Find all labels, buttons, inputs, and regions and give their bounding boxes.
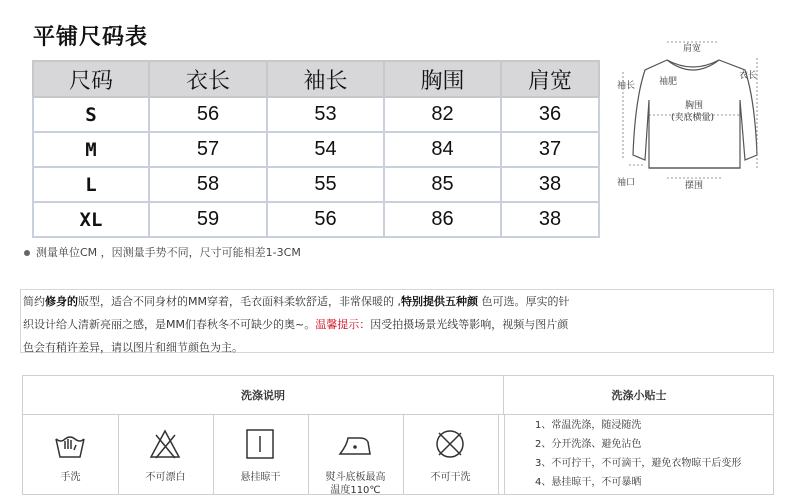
length-cell: 59 bbox=[149, 202, 267, 237]
shoulder-cell: 38 bbox=[501, 167, 599, 202]
desc-text: 色可选。厚实的针 bbox=[477, 295, 570, 308]
sweater-diagram bbox=[605, 30, 785, 200]
size-cell: S bbox=[33, 97, 149, 132]
chest-cell: 85 bbox=[384, 167, 501, 202]
diagram-label-chest: 胸围 bbox=[685, 101, 704, 111]
description-line-1 bbox=[21, 290, 773, 313]
desc-text: 简约 bbox=[23, 295, 45, 308]
header-shoulder: 肩宽 bbox=[501, 61, 599, 97]
iron-icon bbox=[338, 427, 372, 461]
size-cell: M bbox=[33, 132, 149, 167]
chest-cell: 84 bbox=[384, 132, 501, 167]
size-table-header bbox=[33, 61, 599, 97]
size-cell: L bbox=[33, 167, 149, 202]
diagram-label-chest-note: (夹底横量) bbox=[671, 113, 715, 123]
length-cell: 56 bbox=[149, 97, 267, 132]
header-size: 尺码 bbox=[33, 61, 149, 97]
size-table bbox=[32, 60, 600, 238]
bullet-icon bbox=[24, 250, 30, 256]
header-chest: 胸围 bbox=[384, 61, 501, 97]
diagram-label-hem: 摆围 bbox=[685, 181, 704, 191]
measurement-note bbox=[24, 244, 301, 260]
wash-tips-heading: 洗涤小贴士 bbox=[503, 376, 774, 415]
measurement-note-text: 测量单位CM ，因测量手势不同，尺寸可能相差1-3CM bbox=[36, 246, 301, 259]
hand-wash-label: 手洗 bbox=[60, 472, 81, 483]
desc-text: 织设计给人清新亮丽之感，是MM们春秋冬不可缺少的奥~。 bbox=[23, 318, 316, 331]
diagram-label-shoulder: 肩宽 bbox=[683, 44, 702, 54]
table-row bbox=[33, 97, 599, 132]
wash-tip: 3、不可拧干，不可滴干，避免衣物晾干后变形 bbox=[535, 458, 742, 469]
no-bleach-label: 不可漂白 bbox=[145, 472, 186, 483]
header-sleeve: 袖长 bbox=[267, 61, 384, 97]
wash-item-hand-wash bbox=[23, 415, 119, 494]
product-description bbox=[20, 289, 774, 353]
desc-text: 因受拍摄场景光线等影响，视频与图片颜 bbox=[370, 318, 569, 331]
hang-dry-label: 悬挂晾干 bbox=[240, 472, 281, 483]
table-row bbox=[33, 202, 599, 237]
no-bleach-icon bbox=[148, 427, 182, 461]
wash-item-iron bbox=[308, 415, 404, 494]
desc-text: 版型，适合不同身材的MM穿着，毛衣面料柔软舒适，非常保暖的 , bbox=[78, 295, 401, 308]
sleeve-cell: 54 bbox=[267, 132, 384, 167]
no-dry-clean-label: 不可干洗 bbox=[430, 472, 471, 483]
wash-item-no-bleach bbox=[118, 415, 214, 494]
wash-tip: 4、悬挂晾干，不可暴晒 bbox=[535, 477, 642, 488]
diagram-label-sleeve-length: 袖长 bbox=[617, 81, 636, 91]
chest-cell: 86 bbox=[384, 202, 501, 237]
wash-heading: 洗涤说明 bbox=[23, 376, 503, 415]
diagram-label-sleeve-width: 袖肥 bbox=[659, 77, 678, 87]
wash-tips bbox=[504, 415, 774, 494]
length-cell: 58 bbox=[149, 167, 267, 202]
shoulder-cell: 36 bbox=[501, 97, 599, 132]
wash-tip: 1、常温洗涤，随浸随洗 bbox=[535, 420, 642, 431]
desc-bold: 特别提供五种颜 bbox=[400, 295, 478, 308]
desc-bold: 修身的 bbox=[45, 295, 78, 308]
shoulder-cell: 38 bbox=[501, 202, 599, 237]
size-cell: XL bbox=[33, 202, 149, 237]
wash-item-no-dry-clean bbox=[403, 415, 499, 494]
sleeve-cell: 53 bbox=[267, 97, 384, 132]
description-line-2 bbox=[21, 313, 773, 336]
diagram-label-cuff: 袖口 bbox=[617, 178, 636, 188]
table-row bbox=[33, 167, 599, 202]
wash-tip: 2、分开洗涤、避免沾色 bbox=[535, 439, 642, 450]
hang-dry-icon bbox=[243, 427, 277, 461]
hand-wash-icon bbox=[53, 427, 87, 461]
no-dry-clean-icon bbox=[433, 427, 467, 461]
iron-label: 熨斗底板最高 温度110℃ bbox=[325, 472, 386, 496]
description-line-3: 色会有稍许差异，请以图片和细节颜色为主。 bbox=[23, 341, 243, 354]
length-cell: 57 bbox=[149, 132, 267, 167]
shoulder-cell: 37 bbox=[501, 132, 599, 167]
warm-tip-label: 温馨提示： bbox=[315, 318, 371, 331]
diagram-label-body-length: 衣长 bbox=[739, 71, 758, 81]
washing-instructions bbox=[22, 375, 774, 495]
table-row bbox=[33, 132, 599, 167]
sleeve-cell: 55 bbox=[267, 167, 384, 202]
chest-cell: 82 bbox=[384, 97, 501, 132]
header-length: 衣长 bbox=[149, 61, 267, 97]
wash-item-hang-dry bbox=[213, 415, 309, 494]
sleeve-cell: 56 bbox=[267, 202, 384, 237]
page-title: 平铺尺码表 bbox=[33, 25, 149, 50]
